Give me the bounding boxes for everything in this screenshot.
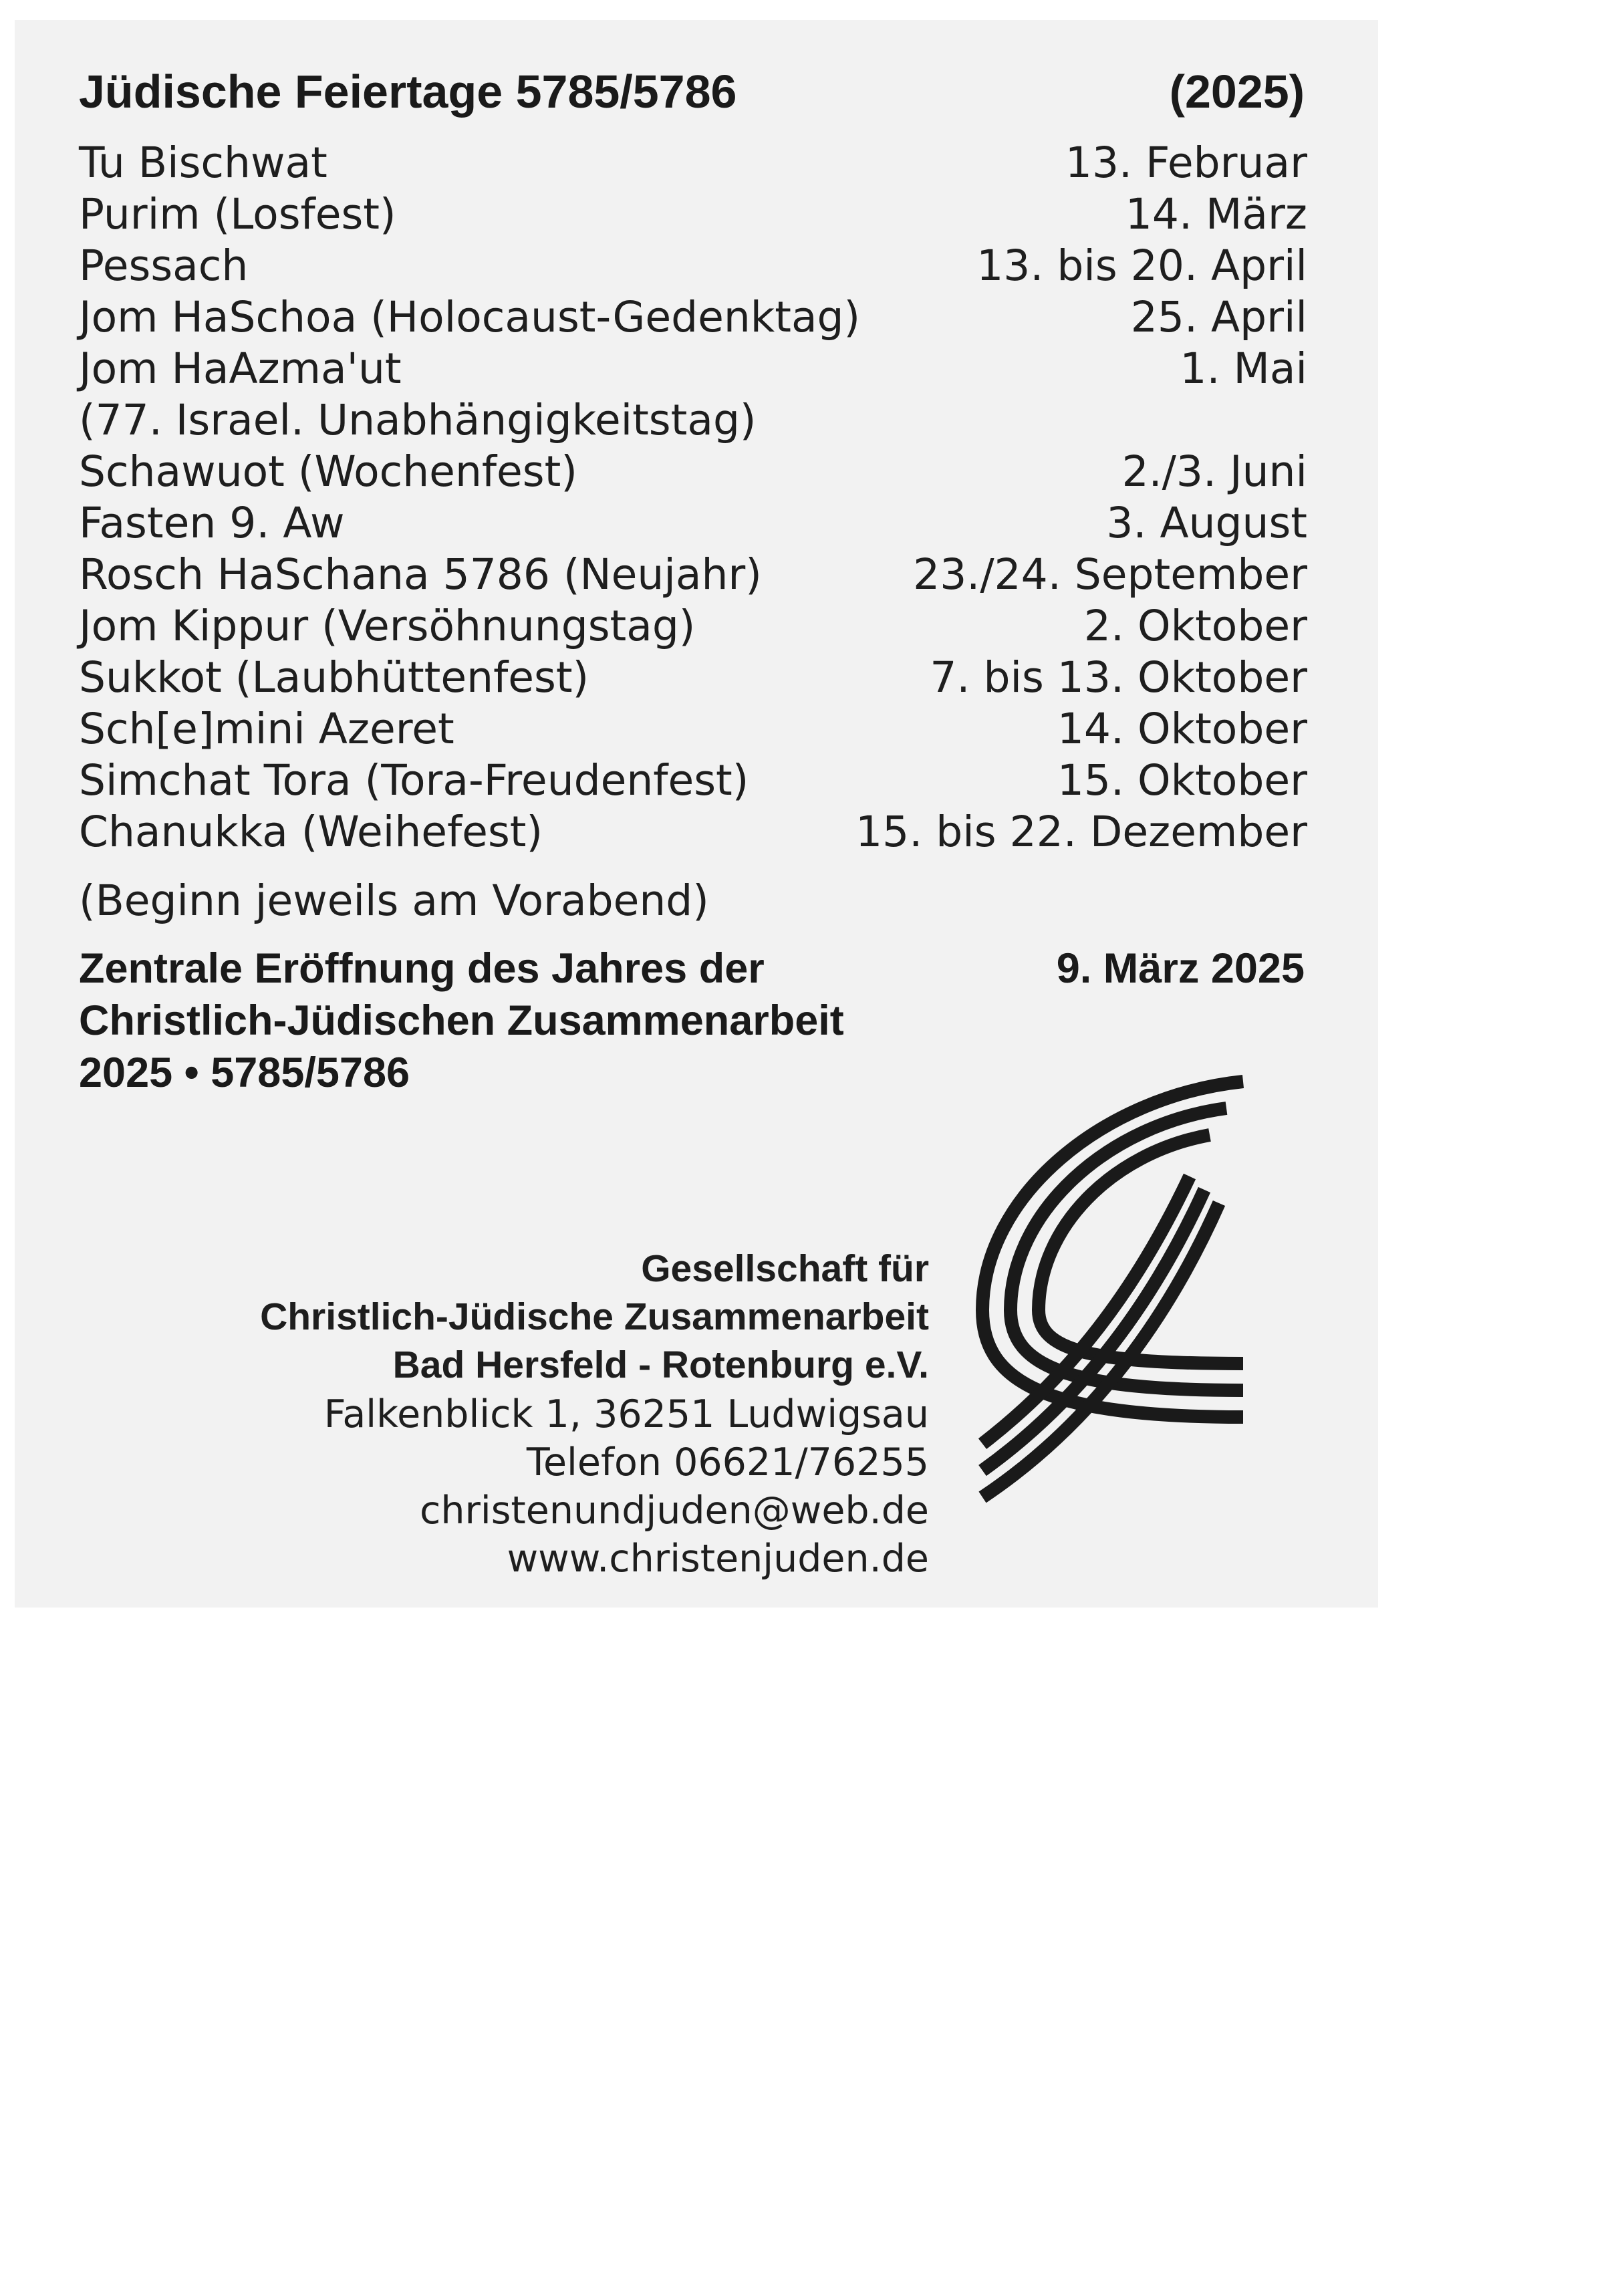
org-name-line-3: Bad Hersfeld - Rotenburg e.V. <box>392 1344 929 1386</box>
list-item <box>79 447 1307 504</box>
list-item <box>79 550 1307 607</box>
page-title: Jüdische Feiertage 5785/5786 <box>79 66 737 118</box>
holiday-name: Jom Kippur (Versöhnungstag) <box>79 602 696 650</box>
list-item <box>79 807 1307 864</box>
holiday-date: 1. Mai <box>1180 344 1307 393</box>
list-item <box>79 602 1307 658</box>
list-item <box>79 190 1307 247</box>
holiday-date: 13. Februar <box>1065 138 1307 187</box>
logo-arc-inner <box>1039 1135 1243 1364</box>
holiday-name: Chanukka (Weihefest) <box>79 807 543 856</box>
year-label: (2025) <box>1169 66 1305 118</box>
list-item <box>79 705 1307 761</box>
list-item <box>79 344 1307 401</box>
holiday-name: Rosch HaSchana 5786 (Neujahr) <box>79 550 762 599</box>
holiday-name: Simchat Tora (Tora-Freudenfest) <box>79 756 749 805</box>
holiday-name: Pessach <box>79 241 249 290</box>
holiday-date: 23./24. September <box>913 550 1307 599</box>
holiday-name: (77. Israel. Unabhängigkeitstag) <box>79 396 757 444</box>
list-item <box>79 499 1307 555</box>
holiday-name: Schawuot (Wochenfest) <box>79 447 577 496</box>
opening-line-2: Christlich-Jüdischen Zusammenarbeit <box>79 997 844 1044</box>
holiday-date: 15. bis 22. Dezember <box>855 807 1307 856</box>
list-item <box>79 396 1307 453</box>
holiday-date: 13. bis 20. April <box>976 241 1307 290</box>
org-name-line-2: Christlich-Jüdische Zusammenarbeit <box>260 1295 929 1338</box>
holiday-name: Jom HaAzma'ut <box>79 344 402 393</box>
holiday-name: Jom HaSchoa (Holocaust-Gedenktag) <box>79 293 861 342</box>
holiday-date: 14. März <box>1125 190 1307 239</box>
list-item <box>79 653 1307 710</box>
opening-line-3: 2025 • 5785/5786 <box>79 1049 410 1096</box>
holiday-name: Sukkot (Laubhüttenfest) <box>79 653 589 702</box>
note-text: (Beginn jeweils am Vorabend) <box>79 876 709 925</box>
org-phone: Telefon 06621/76255 <box>526 1440 929 1485</box>
list-item <box>79 138 1307 195</box>
gcjz-fish-logo-icon <box>969 1069 1256 1511</box>
list-item <box>79 293 1307 350</box>
holiday-date: 2. Oktober <box>1083 602 1307 650</box>
holiday-date: 3. August <box>1106 499 1307 547</box>
list-item <box>79 241 1307 298</box>
opening-event <box>79 942 844 1099</box>
holiday-date: 7. bis 13. Oktober <box>930 653 1307 702</box>
holiday-name: Purim (Losfest) <box>79 190 396 239</box>
holiday-date: 25. April <box>1130 293 1307 342</box>
org-name-line-1: Gesellschaft für <box>641 1247 929 1290</box>
holiday-name: Tu Bischwat <box>79 138 327 187</box>
list-item <box>79 756 1307 813</box>
org-address: Falkenblick 1, 36251 Ludwigsau <box>323 1392 929 1436</box>
opening-date: 9. März 2025 <box>1056 945 1305 992</box>
holiday-name: Sch[e]mini Azeret <box>79 705 454 753</box>
org-website[interactable]: www.christenjuden.de <box>507 1537 929 1581</box>
holiday-date: 14. Oktober <box>1057 705 1307 753</box>
opening-line-1: Zentrale Eröffnung des Jahres der <box>79 945 765 992</box>
holiday-date: 2./3. Juni <box>1121 447 1307 496</box>
org-email[interactable]: christenundjuden@web.de <box>420 1489 929 1533</box>
holiday-date: 15. Oktober <box>1057 756 1307 805</box>
holiday-name: Fasten 9. Aw <box>79 499 345 547</box>
